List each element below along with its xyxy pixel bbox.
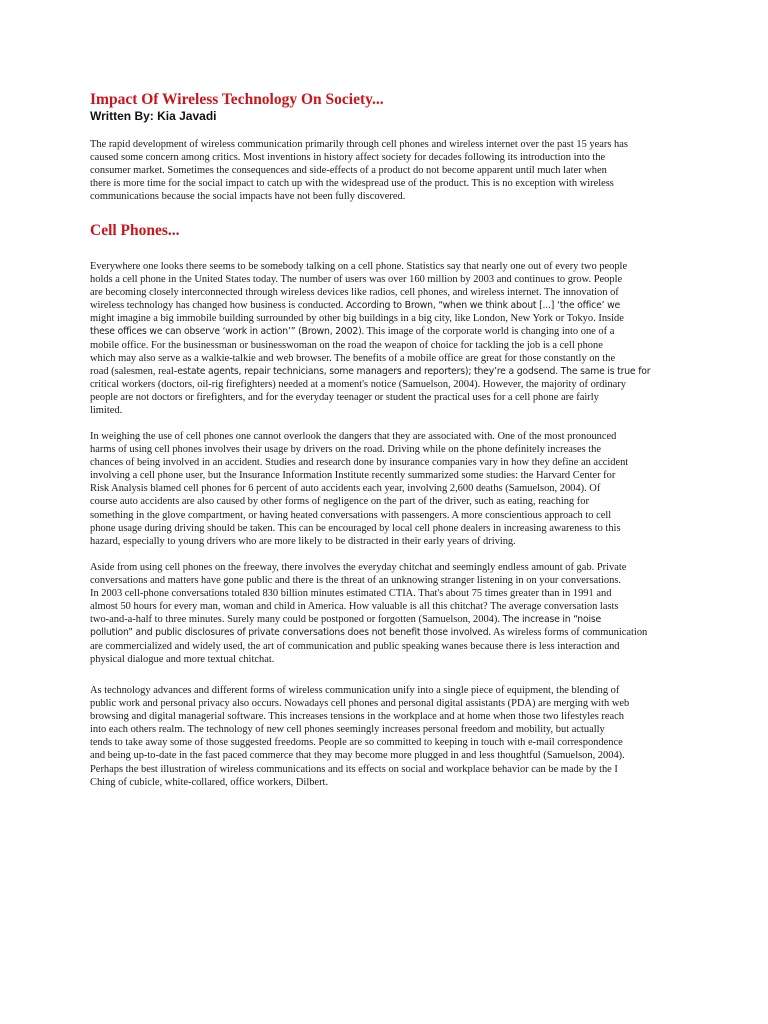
text-run: Everywhere one looks there seems to be somebody talking on a cell phone. Statistics say that nearly one out of every two people [90, 261, 628, 272]
text-line [90, 456, 690, 469]
text-run: public work and personal privacy also occurs. Nowadays cell phones and personal digital assistants (PDA) are merging with web [90, 698, 630, 710]
text-line [90, 151, 690, 164]
text-run: As technology advances and different forms of wireless communication unify into a single piece of equipment, the blending of [90, 685, 620, 696]
text-run: holds a cell phone in the United States today. The number of users was over 160 million by 2003 and continues to grow. People [90, 274, 623, 286]
text-run: and being up-to-date in the fast paced commerce that they may become more plugged in and less thoughtful (Samuelson, 2004). [90, 750, 625, 762]
text-line [90, 561, 690, 574]
text-run: there is more time for the social impact to catch up with the widespread use of the product. This is no exception with wireless [90, 178, 614, 190]
text-line [90, 430, 690, 443]
quoted-text-run: estate agents, repair technicians, some managers and reporters); they’re a godsend. The same is true for [177, 365, 651, 377]
text-run: something in the glove compartment, or having heated conversations with passengers. A more conscientious approach to cell [90, 509, 612, 521]
text-run: are becoming closely interconnected through wireless devices like radios, cell phones, and wireless internet. The innovation of [90, 287, 619, 299]
text-run: Perhaps the best illustration of wireless communications and its effects on social and workplace behavior can be made by the I [90, 763, 618, 775]
paragraph-intro [90, 138, 690, 203]
document-title: Impact Of Wireless Technology On Society... [90, 91, 384, 108]
author-byline: Written By: Kia Javadi [90, 109, 217, 123]
text-run: into each others realm. The technology of new cell phones seemingly increases personal freedom and mobility, but actually [90, 724, 605, 736]
text-line [90, 190, 690, 203]
text-run: harms of using cell phones involves their usage by drivers on the road. Driving while on the phone definitely increases the [90, 444, 602, 456]
text-run: involving a cell phone user, but the Insurance Information Institute recently summarized some studies: the Harvard Center for [90, 470, 616, 482]
text-line [90, 312, 690, 325]
text-line [90, 299, 690, 312]
text-line [90, 749, 690, 762]
text-run: limited. [90, 405, 123, 417]
text-line [90, 653, 690, 666]
text-run: Ching of cubicle, white-collared, office workers, Dilbert. [90, 776, 329, 788]
text-line [90, 626, 690, 639]
text-line [90, 736, 690, 749]
text-run: The rapid development of wireless communication primarily through cell phones and wireless internet over the past 15 years has [90, 139, 628, 150]
text-line [90, 482, 690, 495]
text-run: In weighing the use of cell phones one cannot overlook the dangers that they are associated with. One of the most pronounced [90, 431, 617, 442]
text-run: are commercialized and widely used, the art of communication and public speaking wanes because there is less interaction and [90, 640, 620, 652]
quoted-text-run: pollution” and public disclosures of private conversations does not benefit those involved [90, 627, 489, 639]
text-run: phone usage during driving should be taken. This can be encouraged by local cell phone dealers in increasing awareness to this [90, 522, 621, 534]
text-line [90, 177, 690, 190]
text-line [90, 613, 690, 626]
quoted-text-run: According to Brown, “when we think about [...] ‘the office’ we [345, 300, 621, 312]
text-line [90, 138, 690, 151]
text-line [90, 352, 690, 365]
text-run: consumer market. Sometimes the consequences and side-effects of a product do not become apparent until much later when [90, 165, 607, 177]
paragraph-cell-phone-usage [90, 260, 690, 417]
paragraph-work-privacy [90, 684, 690, 789]
text-run: chances of being involved in an accident. Studies and research done by insurance companies vary in how they define an accident [90, 457, 629, 469]
text-run: tends to take away some of those suggested freedoms. People are so committed to keeping in touch with e-mail correspondence [90, 737, 623, 749]
text-line [90, 273, 690, 286]
text-line [90, 522, 690, 535]
text-run: which may also serve as a walkie-talkie and web browser. The benefits of a mobile office are great for those constantly on the [90, 352, 616, 364]
text-run: . This image of the corporate world is changing into one of a [361, 326, 615, 338]
text-line [90, 286, 690, 299]
text-line [90, 509, 690, 522]
text-run: two-and-a-half to three minutes. Surely many could be postponed or forgotten (Samuelson, 2004). [90, 614, 503, 626]
text-line [90, 260, 690, 273]
text-line [90, 574, 690, 587]
text-line [90, 164, 690, 177]
text-run: might imagine a big immobile building surrounded by other big buildings in a big city, like London, New York or Tokyo. Inside [90, 313, 624, 325]
quoted-text-run: these offices we can observe ‘work in action’” (Brown, 2002) [90, 326, 362, 338]
paragraph-driving-dangers [90, 430, 690, 548]
text-run: In 2003 cell-phone conversations totaled 830 billion minutes estimated CTIA. That's about 75 times greater than in 1991 and [90, 588, 612, 600]
text-line [90, 776, 690, 789]
text-run: conversations and matters have gone public and there is the threat of an unknowing stranger listening in on your conversations. [90, 575, 622, 587]
text-line [90, 443, 690, 456]
section-heading-cell-phones: Cell Phones... [90, 222, 180, 239]
text-line [90, 404, 690, 417]
text-line [90, 535, 690, 548]
text-run: hazard, especially to young drivers who are more likely to be distracted in their early years of driving. [90, 535, 516, 547]
text-run: almost 50 hours for every man, woman and child in America. How valuable is all this chitchat? The average conversation lasts [90, 601, 619, 613]
text-line [90, 640, 690, 653]
text-line [90, 723, 690, 736]
text-run: communications because the social impacts have not been fully discovered. [90, 191, 406, 203]
paragraph-chitchat [90, 561, 690, 666]
text-line [90, 378, 690, 391]
text-line [90, 495, 690, 508]
text-run: Risk Analysis blamed cell phones for 6 percent of auto accidents each year, involving 2,600 deaths (Samuelson, 2004). Of [90, 483, 601, 495]
text-line [90, 710, 690, 723]
text-run: people are not doctors or firefighters, and for the everyday teenager or student the practical uses for a cell phone are fairly [90, 391, 599, 403]
text-line [90, 684, 690, 697]
text-run: caused some concern among critics. Most inventions in history affect society for decades following its introduction into the [90, 152, 606, 164]
quoted-text-run: The increase in “noise [502, 614, 602, 626]
text-run: course auto accidents are also caused by other forms of negligence on the part of the driver, such as eating, reaching for [90, 496, 589, 508]
text-line [90, 587, 690, 600]
text-line [90, 365, 690, 378]
text-line [90, 325, 690, 338]
text-run: browsing and digital managerial software. This increases tensions in the workplace and at home when those two lifestyles reach [90, 711, 624, 723]
text-line [90, 339, 690, 352]
text-run: wireless technology has changed how business is conducted. [90, 300, 346, 312]
text-line [90, 600, 690, 613]
text-run: physical dialogue and more textual chitchat. [90, 653, 275, 665]
text-line [90, 697, 690, 710]
text-run: mobile office. For the businessman or businesswoman on the road the weapon of choice for tackling the job is a cell phone [90, 339, 603, 351]
text-line [90, 391, 690, 404]
text-line [90, 469, 690, 482]
text-run: Aside from using cell phones on the freeway, there involves the everyday chitchat and seemingly endless amount of gab. Private [90, 562, 627, 573]
text-run: . As wireless forms of communication [488, 627, 648, 639]
text-run: critical workers (doctors, oil-rig firefighters) needed at a moment's notice (Samuelson, 2004). However, the majority of ordinary [90, 378, 626, 390]
text-run: road (salesmen, real- [90, 365, 178, 377]
text-line [90, 763, 690, 776]
